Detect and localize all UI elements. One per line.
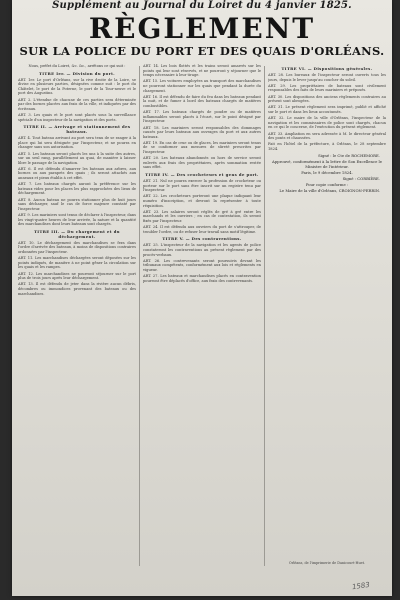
article-paragraph: ART. 2. L'étendue de chacune de ces parties sera déterminée par des bornes placées aux frais de la ville, et indiquées par des écriteaux. (18, 97, 136, 111)
article-paragraph: ART. 18. Les mariniers seront responsables des dommages causés par leurs bateaux aux ouvrages du port et aux autres bateaux. (143, 125, 261, 139)
supplement-line: Supplément au Journal du Loiret du 4 janvier 1825. (52, 0, 352, 11)
column-divider (139, 66, 140, 566)
article-paragraph: ART. 15. Les voitures employées au transport des marchandises ne pourront stationner sur les quais que pendant la durée du chargement. (143, 79, 261, 93)
article-paragraph: ART. 21. Nul ne pourra exercer la profession de crocheteur ou porteur sur le port sans être inscrit sur un registre tenu par l'inspecteur. (143, 179, 261, 193)
article-paragraph: ART. 1er. Le port d'Orléans, sur la rive droite de la Loire, se divise en plusieurs parties, désignées comme suit : le port du Châtelet, le port de la Poterne, le port de la Tour-neuve et le port des Augustins. (18, 77, 136, 96)
printer-imprint: Orléans, de l'imprimerie de Danicourt-Huet. (288, 561, 366, 565)
section-heading: TITRE II. — Arrivage et stationnement des bateaux. (23, 124, 131, 135)
article-paragraph: ART. 4. Tout bateau arrivant au port sera tenu de se ranger à la place qui lui sera désignée par l'inspecteur, et ne pourra en changer sans son autorisation. (18, 136, 136, 150)
document-page (12, 0, 392, 596)
article-paragraph: ART. 25. L'inspecteur de la navigation et les agents de police constateront les contraventions au présent règlement par des procès-verbaux. (143, 243, 261, 257)
signature-line: Pour copie conforme : (305, 182, 349, 188)
article-paragraph: ART. 31. Le présent règlement sera imprimé, publié et affiché sur le port et dans les lieux accoutumés. (268, 105, 386, 114)
text-column-1 (18, 64, 136, 564)
column-divider (264, 66, 265, 566)
section-heading: TITRE III. — Du chargement et du déchargement. (34, 228, 120, 239)
article-paragraph: ART. 17. Les bateaux chargés de poudre ou de matières inflammables seront placés à l'écart, sur le point désigné par l'inspecteur. (143, 110, 261, 124)
article-paragraph: ART. 19. En cas de crue ou de glaces, les mariniers seront tenus de se conformer aux mesures de sûreté prescrites par l'inspecteur. (143, 140, 261, 155)
signature-line: Signé : CORBIÈRE. (342, 176, 380, 182)
article-paragraph: ART. 13. Il est défendu de jeter dans la rivière aucun débris, décombres ou immondices provenant des bateaux ou des marchandises. (18, 282, 136, 296)
article-paragraph: ART. 33. Ampliation en sera adressée à M. le directeur général des ponts et chaussées. (268, 131, 386, 141)
article-paragraph: ART. 3. Les quais et le port sont placés sous la surveillance spéciale d'un inspecteur de la navigation et des ports. (18, 112, 136, 122)
article-paragraph: ART. 6. Il est défendu d'amarrer les bateaux aux arbres, aux bornes ou aux parapets des quais ; ils seront attachés aux anneaux et pieux établis à cet effet. (18, 166, 136, 181)
section-heading: TITRE Ier. — Division du port. (39, 70, 115, 76)
article-paragraph: ART. 24. Il est défendu aux ouvriers du port de s'attrouper, de troubler l'ordre, ou de refuser leur travail sans motif légitime. (143, 225, 261, 234)
preamble: Nous, préfet du Loiret, &c. &c., arrêtons ce qui suit : (28, 64, 126, 68)
article-paragraph: ART. 8. Aucun bateau ne pourra stationner plus de huit jours sans décharger, sauf le cas de force majeure constaté par l'inspecteur. (18, 197, 136, 211)
section-heading: TITRE VI. — Dispositions générales. (281, 66, 373, 71)
article-paragraph: ART. 10. Le déchargement des marchandises se fera dans l'ordre d'arrivée des bateaux, à moins de dispositions contraires ordonnées par l'inspecteur. (18, 240, 136, 254)
article-paragraph: ART. 7. Les bateaux chargés auront la préférence sur les bateaux vides pour les places les plus rapprochées des lieux de déchargement. (18, 182, 136, 196)
article-paragraph: ART. 28. Les bureaux de l'inspecteur seront ouverts tous les jours, depuis le lever jusqu'au coucher du soleil. (268, 73, 386, 82)
handwritten-annotation: 1583 (351, 580, 371, 592)
article-paragraph: ART. 27. Les bateaux et marchandises placés en contravention pourront être déplacés d'office, aux frais des contrevenants. (143, 274, 261, 283)
article-paragraph: ART. 26. Les contrevenants seront poursuivis devant les tribunaux compétents, conformément aux lois et règlements en vigueur. (143, 258, 261, 272)
signature-line: Paris, le 9 décembre 1824. (301, 170, 353, 176)
article-paragraph: Fait en l'hôtel de la préfecture, à Orléans, le 28 septembre 1824. (268, 142, 386, 151)
article-paragraph: ART. 20. Les bateaux abandonnés ou hors de service seront enlevés aux frais des propriétaires, après sommation restée sans effet. (143, 156, 261, 170)
section-heading: TITRE IV. — Des crocheteurs et gens de port. (145, 172, 259, 178)
article-paragraph: ART. 5. Les bateaux seront placés les uns à la suite des autres, sur un seul rang, parallèlement au quai, de manière à laisser libre le passage de la navigation. (18, 151, 136, 165)
article-paragraph: ART. 16. Il est défendu de faire du feu dans les bateaux pendant la nuit, et de fumer à bord des bateaux chargés de matières combustibles. (143, 94, 261, 108)
article-paragraph: ART. 11. Les marchandises déchargées seront déposées sur les points indiqués, de manière à ne point gêner la circulation sur les quais et les rampes. (18, 256, 136, 270)
signature-line: Approuvé, conformément à la lettre de Son Excellence le Ministre de l'intérieur. (271, 159, 382, 170)
page-title: RÈGLEMENT (88, 12, 316, 45)
text-column-2 (143, 64, 261, 564)
signature-line: Signé : le Cte de ROCHEMORE. (318, 153, 380, 159)
article-paragraph: ART. 22. Les crocheteurs porteront une plaque indiquant leur numéro d'inscription, et devront la représenter à toute réquisition. (143, 194, 261, 208)
text-column-3 (268, 64, 386, 564)
page-subtitle: SUR LA POLICE DU PORT ET DES QUAIS D'ORLÉANS. (19, 44, 385, 58)
article-paragraph: ART. 32. Le maire de la ville d'Orléans, l'inspecteur de la navigation et les commissaires de police sont chargés, chacun en ce qui le concerne, de l'exécution du présent règlement. (268, 116, 386, 130)
article-paragraph: ART. 9. Les mariniers sont tenus de déclarer à l'inspecteur, dans les vingt-quatre heures de leur arrivée, la nature et la quantité des marchandises dont leurs bateaux sont chargés. (18, 213, 136, 227)
article-paragraph: ART. 12. Les marchandises ne pourront séjourner sur le port plus de trois jours après leur déchargement. (18, 271, 136, 281)
article-paragraph: ART. 29. Les propriétaires de bateaux sont civilement responsables des faits de leurs mariniers et préposés. (268, 83, 386, 93)
section-heading: TITRE V. — Des contraventions. (162, 236, 242, 242)
article-paragraph: ART. 30. Les dispositions des anciens règlements contraires au présent sont abrogées. (268, 94, 386, 104)
article-paragraph: ART. 14. Les bois flottés et les trains seront amarrés sur les points qui leur sont réservés, et ne pourront y séjourner que le temps nécessaire à leur tirage. (143, 64, 261, 78)
signature-line: Le Maire de la ville d'Orléans, CROIGNON-PERRIN. (279, 188, 380, 194)
article-paragraph: ART. 23. Les salaires seront réglés de gré à gré entre les marchands et les ouvriers ; en cas de contestation, ils seront fixés par l'inspecteur. (143, 209, 261, 223)
